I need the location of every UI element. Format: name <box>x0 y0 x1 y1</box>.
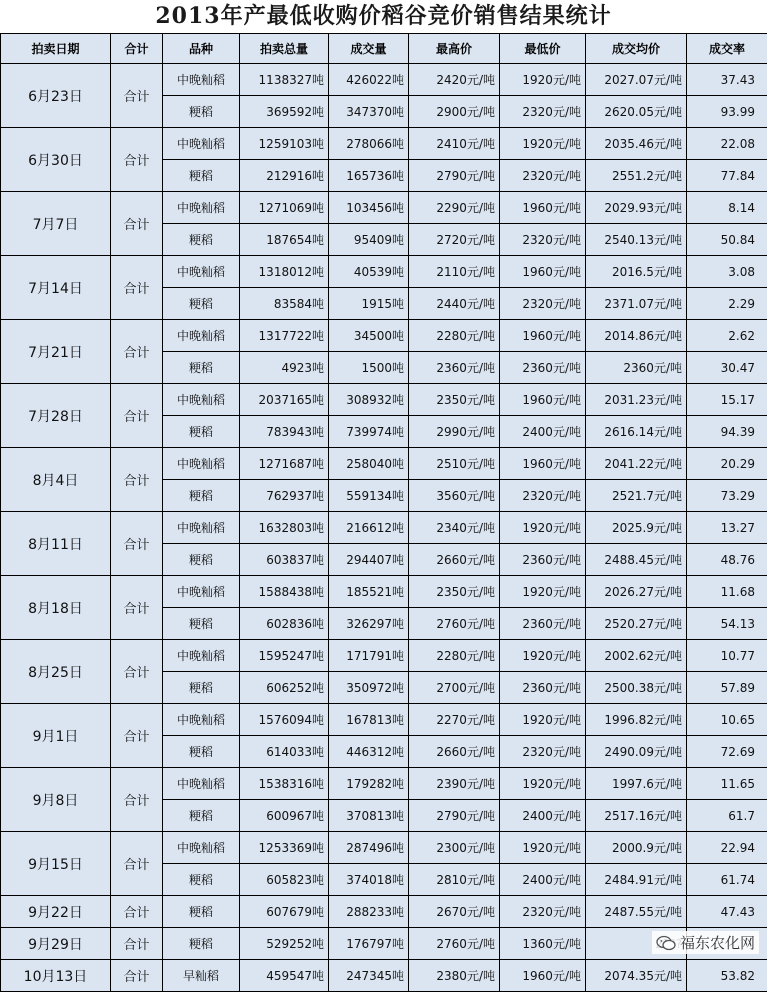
deal-volume-cell: 176797吨 <box>329 928 409 960</box>
high-price-cell: 2360元/吨 <box>409 352 500 384</box>
deal-volume-cell: 374018吨 <box>329 864 409 896</box>
deal-volume-cell: 247345吨 <box>329 960 409 992</box>
avg-price-cell: 2484.91元/吨 <box>586 864 687 896</box>
deal-volume-cell: 216612吨 <box>329 512 409 544</box>
total-cell: 合计 <box>111 128 163 192</box>
variety-cell: 粳稻 <box>163 736 240 768</box>
auction-total-cell: 1271069吨 <box>240 192 329 224</box>
avg-price-cell: 2520.27元/吨 <box>586 608 687 640</box>
deal-rate-cell: 20.29 <box>687 448 767 480</box>
date-cell: 9月22日 <box>1 896 111 928</box>
avg-price-cell: 1996.82元/吨 <box>586 704 687 736</box>
high-price-cell: 2790元/吨 <box>409 160 500 192</box>
high-price-cell: 2390元/吨 <box>409 768 500 800</box>
low-price-cell: 2360元/吨 <box>500 544 586 576</box>
auction-total-cell: 1632803吨 <box>240 512 329 544</box>
high-price-cell: 2300元/吨 <box>409 832 500 864</box>
high-price-cell: 2720元/吨 <box>409 224 500 256</box>
deal-rate-cell: 10.77 <box>687 640 767 672</box>
avg-price-cell: 2540.13元/吨 <box>586 224 687 256</box>
variety-cell: 粳稻 <box>163 672 240 704</box>
deal-volume-cell: 288233吨 <box>329 896 409 928</box>
page-title: 2013年产最低收购价稻谷竞价销售结果统计 <box>0 0 767 33</box>
deal-rate-cell: 57.89 <box>687 672 767 704</box>
total-cell: 合计 <box>111 960 163 992</box>
date-cell: 9月1日 <box>1 704 111 768</box>
auction-total-cell: 614033吨 <box>240 736 329 768</box>
auction-total-cell: 1317722吨 <box>240 320 329 352</box>
header-cell-variety: 品种 <box>163 34 240 64</box>
table-row <box>1 640 767 672</box>
deal-volume-cell: 326297吨 <box>329 608 409 640</box>
high-price-cell: 2760元/吨 <box>409 608 500 640</box>
auction-total-cell: 459547吨 <box>240 960 329 992</box>
deal-rate-cell: 73.29 <box>687 480 767 512</box>
deal-rate-cell: 54.13 <box>687 608 767 640</box>
low-price-cell: 1920元/吨 <box>500 640 586 672</box>
low-price-cell: 1920元/吨 <box>500 576 586 608</box>
auction-total-cell: 605823吨 <box>240 864 329 896</box>
table-row <box>1 896 767 928</box>
date-cell: 8月25日 <box>1 640 111 704</box>
high-price-cell: 2440元/吨 <box>409 288 500 320</box>
low-price-cell: 2320元/吨 <box>500 288 586 320</box>
deal-rate-cell: 22.94 <box>687 832 767 864</box>
date-cell: 7月28日 <box>1 384 111 448</box>
deal-volume-cell: 185521吨 <box>329 576 409 608</box>
variety-cell: 中晚籼稻 <box>163 384 240 416</box>
variety-cell: 中晚籼稻 <box>163 704 240 736</box>
table-row <box>1 576 767 608</box>
table-row <box>1 704 767 736</box>
date-cell: 9月29日 <box>1 928 111 960</box>
deal-rate-cell: 72.69 <box>687 736 767 768</box>
avg-price-cell: 2371.07元/吨 <box>586 288 687 320</box>
low-price-cell: 2400元/吨 <box>500 800 586 832</box>
avg-price-cell: 2487.55元/吨 <box>586 896 687 928</box>
auction-total-cell: 4923吨 <box>240 352 329 384</box>
total-cell: 合计 <box>111 640 163 704</box>
avg-price-cell: 2490.09元/吨 <box>586 736 687 768</box>
variety-cell: 中晚籼稻 <box>163 576 240 608</box>
low-price-cell: 1960元/吨 <box>500 960 586 992</box>
results-table <box>0 33 767 992</box>
auction-total-cell: 1595247吨 <box>240 640 329 672</box>
high-price-cell: 2110元/吨 <box>409 256 500 288</box>
header-cell-date: 拍卖日期 <box>1 34 111 64</box>
auction-total-cell: 602836吨 <box>240 608 329 640</box>
high-price-cell: 2660元/吨 <box>409 544 500 576</box>
high-price-cell: 3560元/吨 <box>409 480 500 512</box>
deal-volume-cell: 258040吨 <box>329 448 409 480</box>
auction-total-cell: 603837吨 <box>240 544 329 576</box>
high-price-cell: 2790元/吨 <box>409 800 500 832</box>
variety-cell: 粳稻 <box>163 416 240 448</box>
deal-rate-cell: 77.84 <box>687 160 767 192</box>
avg-price-cell: 2620.05元/吨 <box>586 96 687 128</box>
deal-rate-cell: 50.84 <box>687 224 767 256</box>
auction-total-cell: 607679吨 <box>240 896 329 928</box>
auction-total-cell: 1588438吨 <box>240 576 329 608</box>
avg-price-cell: 2616.14元/吨 <box>586 416 687 448</box>
auction-total-cell: 1259103吨 <box>240 128 329 160</box>
high-price-cell: 2340元/吨 <box>409 512 500 544</box>
high-price-cell: 2670元/吨 <box>409 896 500 928</box>
low-price-cell: 2320元/吨 <box>500 160 586 192</box>
deal-volume-cell: 1915吨 <box>329 288 409 320</box>
high-price-cell: 2660元/吨 <box>409 736 500 768</box>
auction-total-cell: 529252吨 <box>240 928 329 960</box>
deal-rate-cell: 93.99 <box>687 96 767 128</box>
avg-price-cell: 2360元/吨 <box>586 352 687 384</box>
header-row <box>1 34 767 64</box>
wechat-icon <box>656 935 676 951</box>
watermark-text: 福东农化网 <box>680 932 755 953</box>
table-row <box>1 832 767 864</box>
header-cell-high-price: 最高价 <box>409 34 500 64</box>
high-price-cell: 2350元/吨 <box>409 576 500 608</box>
avg-price-cell: 2031.23元/吨 <box>586 384 687 416</box>
total-cell: 合计 <box>111 512 163 576</box>
auction-total-cell: 212916吨 <box>240 160 329 192</box>
total-cell: 合计 <box>111 320 163 384</box>
high-price-cell: 2810元/吨 <box>409 864 500 896</box>
table-row <box>1 960 767 992</box>
avg-price-cell: 2026.27元/吨 <box>586 576 687 608</box>
total-cell: 合计 <box>111 576 163 640</box>
high-price-cell: 2380元/吨 <box>409 960 500 992</box>
low-price-cell: 2360元/吨 <box>500 352 586 384</box>
deal-rate-cell: 8.14 <box>687 192 767 224</box>
high-price-cell: 2280元/吨 <box>409 640 500 672</box>
deal-rate-cell: 53.82 <box>687 960 767 992</box>
date-cell: 8月4日 <box>1 448 111 512</box>
deal-rate-cell: 11.68 <box>687 576 767 608</box>
low-price-cell: 1920元/吨 <box>500 128 586 160</box>
avg-price-cell: 2551.2元/吨 <box>586 160 687 192</box>
high-price-cell: 2420元/吨 <box>409 64 500 96</box>
deal-rate-cell: 47.43 <box>687 896 767 928</box>
date-cell: 10月13日 <box>1 960 111 992</box>
auction-total-cell: 369592吨 <box>240 96 329 128</box>
variety-cell: 中晚籼稻 <box>163 320 240 352</box>
total-cell: 合计 <box>111 256 163 320</box>
variety-cell: 中晚籼稻 <box>163 192 240 224</box>
avg-price-cell: 2074.35元/吨 <box>586 960 687 992</box>
avg-price-cell: 2029.93元/吨 <box>586 192 687 224</box>
auction-total-cell: 783943吨 <box>240 416 329 448</box>
deal-volume-cell: 167813吨 <box>329 704 409 736</box>
deal-rate-cell: 30.47 <box>687 352 767 384</box>
variety-cell: 粳稻 <box>163 288 240 320</box>
deal-rate-cell: 94.39 <box>687 416 767 448</box>
table-row <box>1 384 767 416</box>
avg-price-cell: 2035.46元/吨 <box>586 128 687 160</box>
auction-total-cell: 1538316吨 <box>240 768 329 800</box>
avg-price-cell: 2027.07元/吨 <box>586 64 687 96</box>
low-price-cell: 1960元/吨 <box>500 320 586 352</box>
deal-rate-cell: 2.62 <box>687 320 767 352</box>
deal-volume-cell: 739974吨 <box>329 416 409 448</box>
date-cell: 9月8日 <box>1 768 111 832</box>
deal-rate-cell: 13.27 <box>687 512 767 544</box>
variety-cell: 粳稻 <box>163 480 240 512</box>
deal-rate-cell: 22.08 <box>687 128 767 160</box>
deal-volume-cell: 426022吨 <box>329 64 409 96</box>
avg-price-cell: 2488.45元/吨 <box>586 544 687 576</box>
date-cell: 7月7日 <box>1 192 111 256</box>
variety-cell: 中晚籼稻 <box>163 256 240 288</box>
header-cell-avg-price: 成交均价 <box>586 34 687 64</box>
watermark <box>652 931 759 954</box>
variety-cell: 粳稻 <box>163 96 240 128</box>
deal-rate-cell: 48.76 <box>687 544 767 576</box>
deal-volume-cell: 34500吨 <box>329 320 409 352</box>
deal-volume-cell: 103456吨 <box>329 192 409 224</box>
high-price-cell: 2510元/吨 <box>409 448 500 480</box>
avg-price-cell: 2000.9元/吨 <box>586 832 687 864</box>
low-price-cell: 2320元/吨 <box>500 896 586 928</box>
low-price-cell: 1960元/吨 <box>500 384 586 416</box>
variety-cell: 中晚籼稻 <box>163 448 240 480</box>
low-price-cell: 2360元/吨 <box>500 608 586 640</box>
low-price-cell: 1920元/吨 <box>500 768 586 800</box>
table-body <box>1 64 767 992</box>
deal-rate-cell: 2.29 <box>687 288 767 320</box>
variety-cell: 早籼稻 <box>163 960 240 992</box>
low-price-cell: 1920元/吨 <box>500 704 586 736</box>
deal-rate-cell: 37.43 <box>687 64 767 96</box>
auction-total-cell: 1138327吨 <box>240 64 329 96</box>
avg-price-cell: 2014.86元/吨 <box>586 320 687 352</box>
header-cell-deal-rate: 成交率 <box>687 34 767 64</box>
low-price-cell: 1960元/吨 <box>500 448 586 480</box>
total-cell: 合计 <box>111 192 163 256</box>
variety-cell: 粳稻 <box>163 800 240 832</box>
total-cell: 合计 <box>111 64 163 128</box>
variety-cell: 粳稻 <box>163 160 240 192</box>
date-cell: 8月11日 <box>1 512 111 576</box>
total-cell: 合计 <box>111 448 163 512</box>
total-cell: 合计 <box>111 768 163 832</box>
table-row <box>1 128 767 160</box>
low-price-cell: 1920元/吨 <box>500 832 586 864</box>
high-price-cell: 2700元/吨 <box>409 672 500 704</box>
deal-rate-cell: 10.65 <box>687 704 767 736</box>
auction-total-cell: 1318012吨 <box>240 256 329 288</box>
variety-cell: 粳稻 <box>163 928 240 960</box>
auction-total-cell: 600967吨 <box>240 800 329 832</box>
low-price-cell: 2360元/吨 <box>500 672 586 704</box>
avg-price-cell: 2517.16元/吨 <box>586 800 687 832</box>
auction-total-cell: 83584吨 <box>240 288 329 320</box>
table-row <box>1 64 767 96</box>
avg-price-cell: 2500.38元/吨 <box>586 672 687 704</box>
header-cell-auction-total: 拍卖总量 <box>240 34 329 64</box>
high-price-cell: 2990元/吨 <box>409 416 500 448</box>
low-price-cell: 1920元/吨 <box>500 512 586 544</box>
auction-total-cell: 187654吨 <box>240 224 329 256</box>
date-cell: 9月15日 <box>1 832 111 896</box>
header-cell-total: 合计 <box>111 34 163 64</box>
variety-cell: 粳稻 <box>163 544 240 576</box>
header-cell-deal-volume: 成交量 <box>329 34 409 64</box>
low-price-cell: 2320元/吨 <box>500 96 586 128</box>
low-price-cell: 1360元/吨 <box>500 928 586 960</box>
variety-cell: 中晚籼稻 <box>163 512 240 544</box>
table-row <box>1 512 767 544</box>
deal-rate-cell: 11.65 <box>687 768 767 800</box>
deal-volume-cell: 278066吨 <box>329 128 409 160</box>
deal-volume-cell: 165736吨 <box>329 160 409 192</box>
deal-volume-cell: 446312吨 <box>329 736 409 768</box>
table-row <box>1 768 767 800</box>
avg-price-cell: 2002.62元/吨 <box>586 640 687 672</box>
date-cell: 6月30日 <box>1 128 111 192</box>
high-price-cell: 2410元/吨 <box>409 128 500 160</box>
variety-cell: 粳稻 <box>163 352 240 384</box>
auction-total-cell: 606252吨 <box>240 672 329 704</box>
variety-cell: 中晚籼稻 <box>163 128 240 160</box>
total-cell: 合计 <box>111 384 163 448</box>
deal-volume-cell: 294407吨 <box>329 544 409 576</box>
high-price-cell: 2900元/吨 <box>409 96 500 128</box>
deal-rate-cell: 15.17 <box>687 384 767 416</box>
total-cell: 合计 <box>111 704 163 768</box>
low-price-cell: 1960元/吨 <box>500 192 586 224</box>
deal-volume-cell: 350972吨 <box>329 672 409 704</box>
date-cell: 6月23日 <box>1 64 111 128</box>
deal-rate-cell: 61.7 <box>687 800 767 832</box>
high-price-cell: 2760元/吨 <box>409 928 500 960</box>
variety-cell: 粳稻 <box>163 608 240 640</box>
deal-volume-cell: 1500吨 <box>329 352 409 384</box>
high-price-cell: 2270元/吨 <box>409 704 500 736</box>
variety-cell: 中晚籼稻 <box>163 640 240 672</box>
low-price-cell: 1920元/吨 <box>500 64 586 96</box>
high-price-cell: 2350元/吨 <box>409 384 500 416</box>
deal-volume-cell: 179282吨 <box>329 768 409 800</box>
deal-volume-cell: 347370吨 <box>329 96 409 128</box>
table-row <box>1 256 767 288</box>
date-cell: 8月18日 <box>1 576 111 640</box>
low-price-cell: 1960元/吨 <box>500 256 586 288</box>
total-cell: 合计 <box>111 896 163 928</box>
total-cell: 合计 <box>111 832 163 896</box>
deal-rate-cell: 3.08 <box>687 256 767 288</box>
variety-cell: 粳稻 <box>163 224 240 256</box>
variety-cell: 粳稻 <box>163 896 240 928</box>
date-cell: 7月21日 <box>1 320 111 384</box>
low-price-cell: 2320元/吨 <box>500 736 586 768</box>
auction-total-cell: 1576094吨 <box>240 704 329 736</box>
auction-total-cell: 1253369吨 <box>240 832 329 864</box>
high-price-cell: 2280元/吨 <box>409 320 500 352</box>
date-cell: 7月14日 <box>1 256 111 320</box>
deal-volume-cell: 559134吨 <box>329 480 409 512</box>
avg-price-cell: 2016.5元/吨 <box>586 256 687 288</box>
variety-cell: 中晚籼稻 <box>163 768 240 800</box>
high-price-cell: 2290元/吨 <box>409 192 500 224</box>
variety-cell: 粳稻 <box>163 864 240 896</box>
avg-price-cell: 2025.9元/吨 <box>586 512 687 544</box>
deal-volume-cell: 308932吨 <box>329 384 409 416</box>
low-price-cell: 2400元/吨 <box>500 416 586 448</box>
avg-price-cell: 2521.7元/吨 <box>586 480 687 512</box>
deal-volume-cell: 171791吨 <box>329 640 409 672</box>
total-cell: 合计 <box>111 928 163 960</box>
avg-price-cell: 1997.6元/吨 <box>586 768 687 800</box>
deal-rate-cell: 61.74 <box>687 864 767 896</box>
deal-volume-cell: 40539吨 <box>329 256 409 288</box>
deal-volume-cell: 95409吨 <box>329 224 409 256</box>
auction-total-cell: 2037165吨 <box>240 384 329 416</box>
avg-price-cell: 2041.22元/吨 <box>586 448 687 480</box>
low-price-cell: 2320元/吨 <box>500 224 586 256</box>
variety-cell: 中晚籼稻 <box>163 832 240 864</box>
variety-cell: 中晚籼稻 <box>163 64 240 96</box>
deal-volume-cell: 370813吨 <box>329 800 409 832</box>
deal-volume-cell: 287496吨 <box>329 832 409 864</box>
table-row <box>1 448 767 480</box>
table-row <box>1 320 767 352</box>
low-price-cell: 2320元/吨 <box>500 480 586 512</box>
low-price-cell: 2400元/吨 <box>500 864 586 896</box>
header-cell-low-price: 最低价 <box>500 34 586 64</box>
auction-total-cell: 1271687吨 <box>240 448 329 480</box>
table-row <box>1 192 767 224</box>
auction-total-cell: 762937吨 <box>240 480 329 512</box>
